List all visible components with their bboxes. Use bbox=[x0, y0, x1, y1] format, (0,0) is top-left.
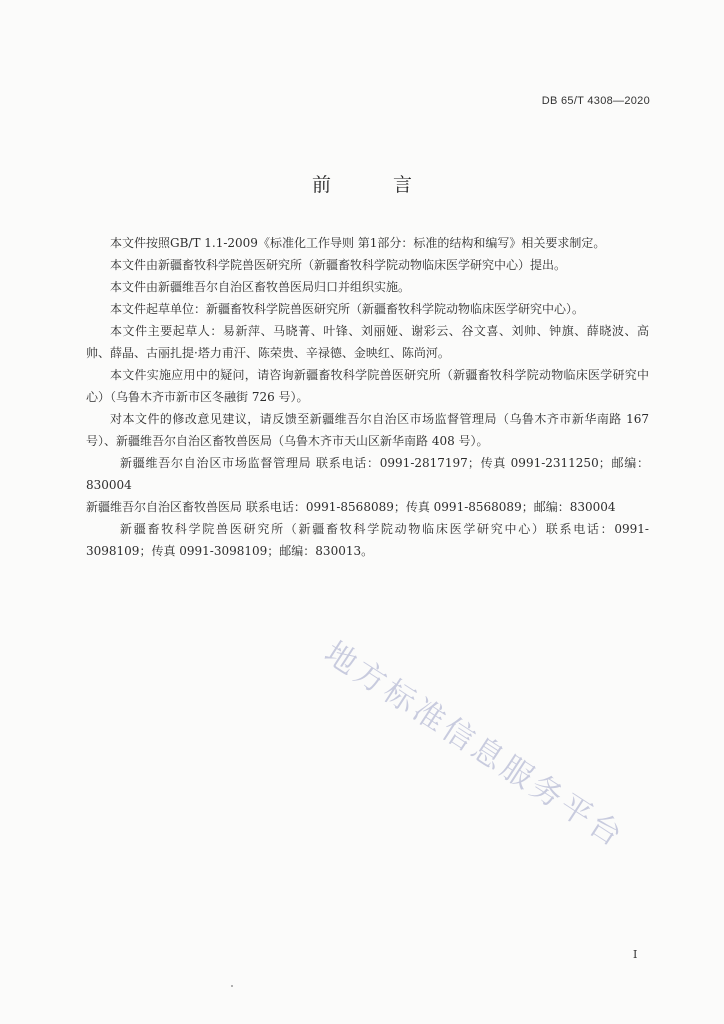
paragraph-feedback: 对本文件的修改意见建议，请反馈至新疆维吾尔自治区市场监督管理局（乌鲁木齐市新华南路 167 号）、新疆维吾尔自治区畜牧兽医局（乌鲁木齐市天山区新华南路 408 号）。 bbox=[86, 412, 649, 448]
paragraph-administrator: 本文件由新疆维吾尔自治区畜牧兽医局归口并组织实施。 bbox=[110, 280, 411, 294]
paragraph-inquiries: 本文件实施应用中的疑问，请咨询新疆畜牧科学院兽医研究所（新疆畜牧科学院动物临床医学研究中心）（乌鲁木齐市新市区冬融街 726 号）。 bbox=[86, 368, 649, 404]
paragraph-drafting-rules: 本文件按照GB/T 1.1-2009《标准化工作导则 第1部分：标准的结构和编写》相关要求制定。 bbox=[110, 236, 606, 250]
paragraph-proposer: 本文件由新疆畜牧科学院兽医研究所（新疆畜牧科学院动物临床医学研究中心）提出。 bbox=[110, 258, 567, 272]
page-title: 前 言 bbox=[311, 174, 441, 196]
contact-market-supervision: 新疆维吾尔自治区市场监督管理局 联系电话：0991-2817197；传真 0991-2311250；邮编：830004 bbox=[86, 456, 649, 492]
paragraph-drafting-unit: 本文件起草单位：新疆畜牧科学院兽医研究所（新疆畜牧科学院动物临床医学研究中心）。 bbox=[110, 302, 585, 316]
standard-code: DB 65/T 4308—2020 bbox=[541, 95, 650, 107]
watermark: 地方标准信息服务平台 bbox=[318, 634, 632, 856]
scan-speck bbox=[231, 985, 233, 987]
foreword-body bbox=[86, 232, 649, 562]
paragraph-drafters: 本文件主要起草人：易新萍、马晓菁、叶锋、刘丽娅、谢彩云、谷文喜、刘帅、钟旗、薛晓波、高帅、薛晶、古丽扎提·塔力甫汗、陈荣贵、辛禄德、金映红、陈尚河。 bbox=[86, 324, 649, 360]
page-number: I bbox=[633, 948, 638, 961]
contact-animal-husbandry: 新疆维吾尔自治区畜牧兽医局 联系电话：0991-8568089；传真 0991-8568089；邮编：830004 bbox=[86, 500, 616, 514]
contact-veterinary-institute: 新疆畜牧科学院兽医研究所（新疆畜牧科学院动物临床医学研究中心）联系电话：0991-3098109；传真 0991-3098109；邮编：830013。 bbox=[86, 522, 649, 558]
